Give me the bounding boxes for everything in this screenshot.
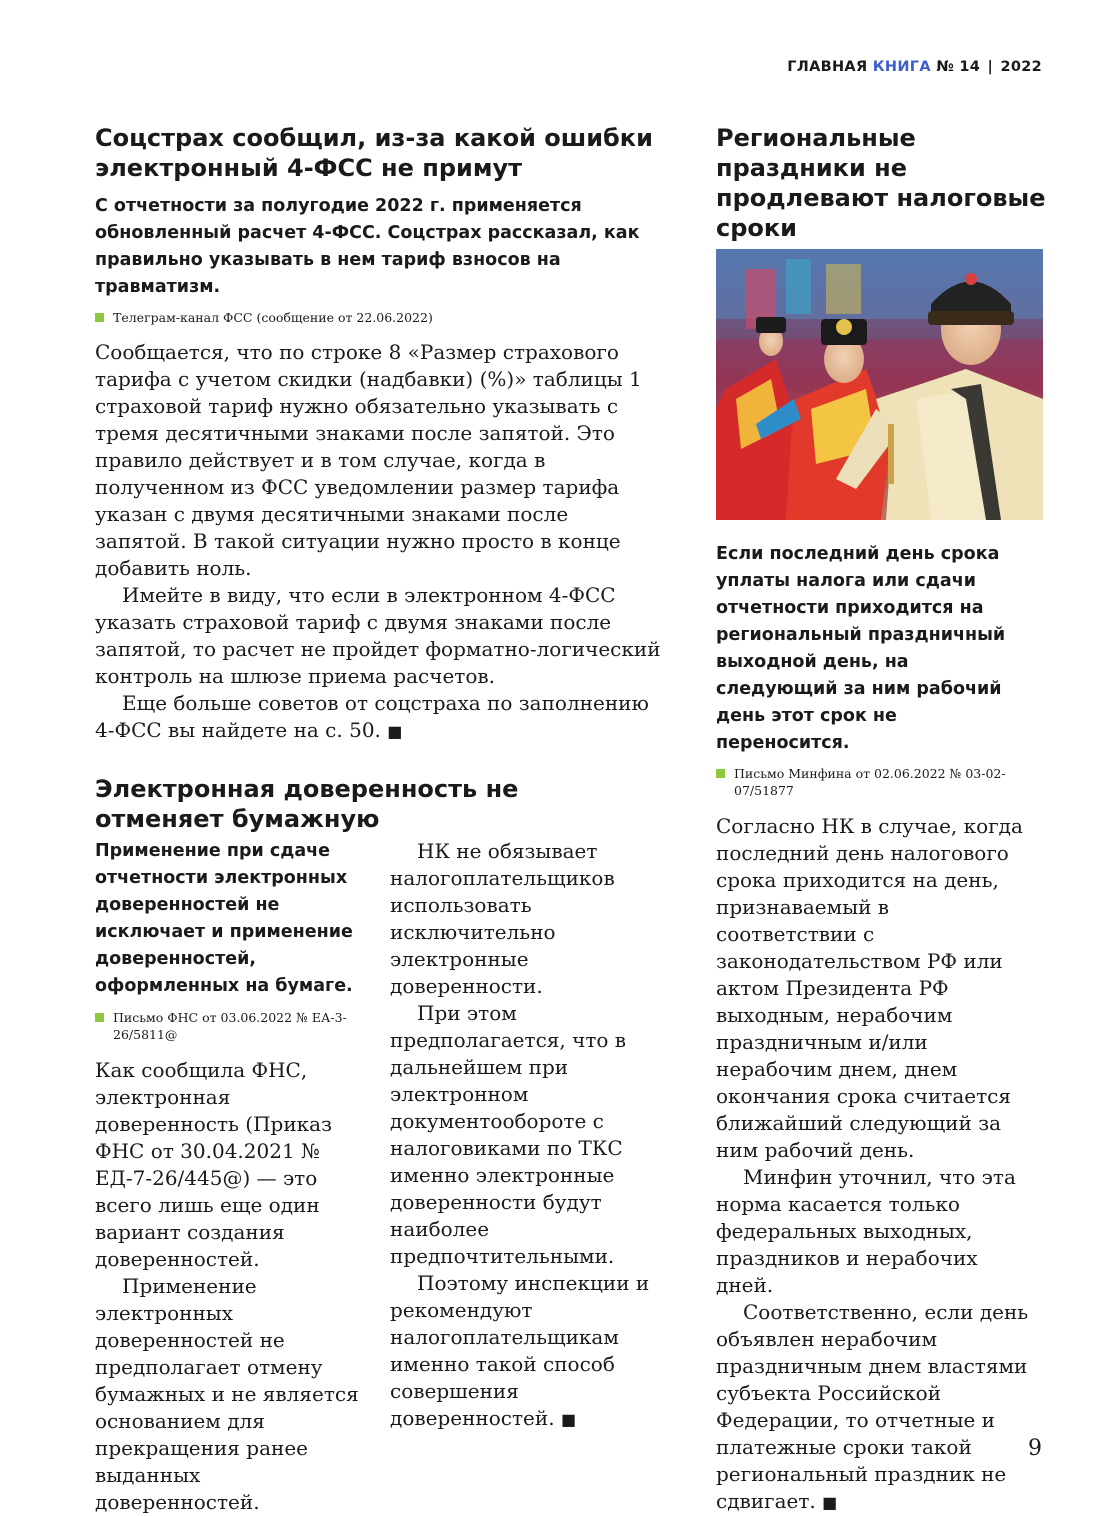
article-holidays-p3	[716, 1299, 1036, 1516]
article-fss-p2: Имейте в виду, что если в электронном 4-ФСС указать страховой тариф с двумя знаками после запятой, то расчет не пройдет форматно-логический контроль на шлюзе приема расчетов.	[95, 583, 661, 688]
article-fss-lead: С отчетности за полугодие 2022 г. применяется обновленный расчет 4-ФСС. Соцстрах рассказал, как правильно указывать в нем тариф взносов на травматизм.	[95, 196, 640, 297]
article-fss-source	[95, 309, 655, 326]
brand-part1: ГЛАВНАЯ	[787, 59, 868, 75]
article-fss	[95, 123, 661, 745]
article-fss-p1: Сообщается, что по строке 8 «Размер страхового тарифа с учетом скидки (надбавки) (%)» таблицы 1 страховой тариф нужно обязательно указывать с тремя десятичными знаками после запятой. Это правило действует и в том случае, когда в полученном из ФСС уведомлении размер тарифа указан с двумя десятичными знаками после запятой. В такой ситуации нужно просто в конце добавить ноль.	[95, 340, 642, 580]
masthead-separator: |	[987, 59, 994, 75]
article-fss-body	[95, 339, 662, 745]
article-proxy-body-col2	[390, 838, 664, 1433]
article-holidays-source	[716, 765, 1036, 799]
masthead	[787, 59, 1042, 75]
source-marker-icon	[95, 1013, 104, 1022]
article-proxy-p3: НК не обязывает налогоплательщиков использовать исключительно электронные доверенности.	[390, 839, 615, 998]
article-proxy-p4: При этом предполагается, что в дальнейшем при электронном документообороте с налоговиками по ТКС именно электронные доверенности будут наиболее предпочтительными.	[390, 1001, 627, 1268]
article-holidays-body	[716, 813, 1036, 1516]
article-holidays-title-block	[716, 123, 1046, 243]
article-proxy-p2: Применение электронных доверенностей не предполагает отмену бумажных и не является основанием для прекращения ранее выданных доверенностей.	[95, 1274, 359, 1514]
article-proxy-source-text: Письмо ФНС от 03.06.2022 № ЕА-3-26/5811@	[113, 1010, 347, 1042]
article-fss-title: Соцстрах сообщил, из-за какой ошибки электронный 4-ФСС не примут	[95, 124, 653, 182]
article-proxy-body-col1	[95, 1057, 367, 1516]
article-proxy-col2	[390, 838, 664, 1433]
article-proxy-p5	[390, 1270, 664, 1433]
article-holidays-p3-text: Соответственно, если день объявлен нерабочим праздничным днем властями субъекта Российской Федерации, то отчетные и платежные сроки такой региональный праздник не сдвигает.	[716, 1300, 1029, 1513]
end-mark-icon: ■	[822, 1493, 838, 1512]
article-holidays	[716, 541, 1036, 1516]
article-proxy-p1: Как сообщила ФНС, электронная доверенность (Приказ ФНС от 30.04.2021 № ЕД-7-26/445@) — это всего лишь еще один вариант создания доверенностей.	[95, 1058, 333, 1271]
article-proxy-title: Электронная доверенность не отменяет бумажную	[95, 775, 519, 833]
article-fss-p3-text: Еще больше советов от соцстраха по заполнению 4-ФСС вы найдете на с. 50.	[95, 691, 649, 742]
issue-number: № 14	[936, 59, 981, 75]
article-proxy-col1	[95, 838, 367, 1516]
festival-photo-illustration	[716, 249, 1043, 520]
article-fss-p3	[95, 690, 662, 745]
article-holidays-p2: Минфин уточнил, что эта норма касается только федеральных выходных, праздников и нерабочих дней.	[716, 1165, 1016, 1297]
article-proxy-p5-text: Поэтому инспекции и рекомендуют налогоплательщикам именно такой способ совершения доверенностей.	[390, 1271, 650, 1430]
article-holidays-title: Региональные праздники не продлевают налоговые сроки	[716, 124, 1046, 242]
end-mark-icon: ■	[560, 1410, 577, 1429]
article-holidays-p1: Согласно НК в случае, когда последний день налогового срока приходится на день, признаваемый в соответствии с законодательством РФ или актом Президента РФ выходным, нерабочим праздничным и/или нерабочим днем, днем окончания срока считается ближайший следующий за ним рабочий день.	[716, 814, 1023, 1162]
article-holidays-source-text: Письмо Минфина от 02.06.2022 № 03-02-07/51877	[734, 766, 1006, 798]
page-number: 9	[1028, 1436, 1042, 1461]
issue-year: 2022	[1000, 59, 1042, 75]
festival-photo	[716, 249, 1043, 520]
source-marker-icon	[95, 313, 104, 322]
article-proxy-lead: Применение при сдаче отчетности электронных доверенностей не исключает и применение доверенностей, оформленных на бумаге.	[95, 841, 353, 996]
article-proxy-title-block	[95, 774, 655, 834]
article-holidays-lead: Если последний день срока уплаты налога или сдачи отчетности приходится на региональный праздничный выходной день, на следующий за ним рабочий день этот срок не переносится.	[716, 544, 1006, 753]
article-fss-source-text: Телеграм-канал ФСС (сообщение от 22.06.2022)	[113, 310, 433, 325]
article-proxy-source	[95, 1009, 367, 1043]
source-marker-icon	[716, 769, 725, 778]
end-mark-icon: ■	[387, 722, 403, 741]
brand-part2: КНИГА	[872, 59, 931, 75]
